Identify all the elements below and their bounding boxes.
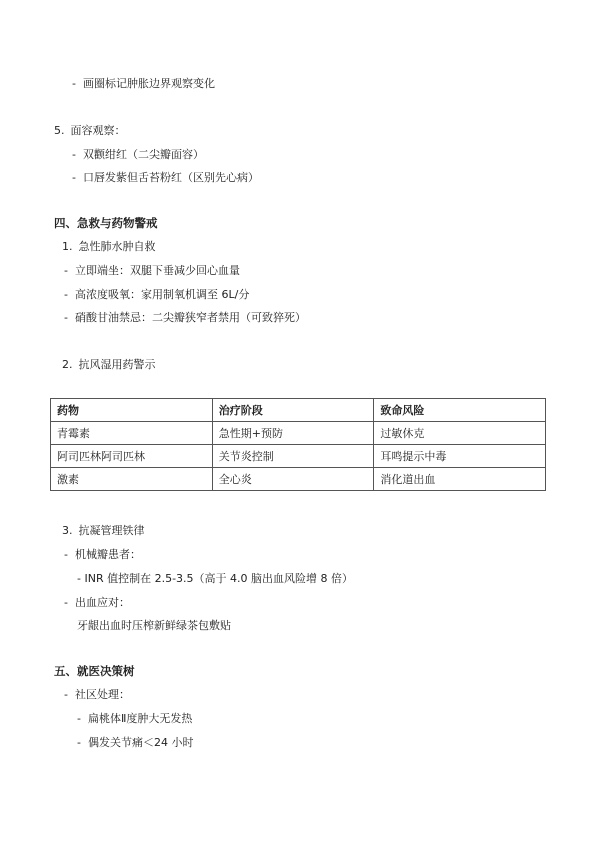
table-cell: 急性期+预防: [212, 422, 374, 445]
bullet-sit-upright: [64, 264, 240, 278]
sub-bullet-inr: - INR 值控制在 2.5-3.5（高于 4.0 脑出血风险增 8 倍）: [77, 572, 354, 585]
bullet-text: 立即端坐：双腿下垂减少回心血量: [74, 264, 240, 277]
bullet-dash: -: [77, 736, 81, 749]
table-cell: 阿司匹林阿司匹林: [51, 445, 213, 468]
item-anticoagulation: [62, 524, 145, 538]
bullet-lip-cyanosis: [72, 171, 259, 185]
item-number: 5.: [54, 124, 65, 137]
item-number: 3.: [62, 524, 73, 537]
bullet-dash: -: [64, 688, 68, 701]
table-cell: 耳鸣提示中毒: [374, 445, 546, 468]
bullet-boundary-marking: [72, 77, 215, 91]
bullet-dash: -: [64, 288, 68, 301]
bullet-cheek-flush: [72, 148, 204, 162]
bullet-community-care: [64, 688, 130, 702]
item-facial-observation: [54, 124, 126, 138]
header-drug: 药物: [51, 399, 213, 422]
table-cell: 消化道出血: [374, 468, 546, 491]
bullet-dash: -: [64, 311, 68, 324]
table-row: [51, 468, 546, 491]
bullet-nitroglycerin: [64, 311, 306, 325]
bullet-text: 偶发关节痛＜24 小时: [87, 736, 194, 749]
table-cell: 全心炎: [212, 468, 374, 491]
item-text: 抗风湿用药警示: [78, 358, 156, 371]
bullet-text: 画圈标记肿胀边界观察变化: [82, 77, 215, 90]
medication-warning-table: [50, 398, 546, 491]
bullet-text: 出血应对：: [74, 596, 130, 609]
table-row: [51, 422, 546, 445]
item-number: 1.: [62, 240, 73, 253]
bullet-text: 口唇发紫但舌苔粉红（区别先心病）: [82, 171, 259, 184]
bullet-text: 机械瓣患者：: [74, 548, 141, 561]
item-pulmonary-edema: [62, 240, 156, 254]
bullet-text: 扁桃体Ⅱ度肿大无发热: [87, 712, 193, 725]
table-cell: 关节炎控制: [212, 445, 374, 468]
item-text: 抗凝管理铁律: [78, 524, 145, 537]
bullet-dash: -: [64, 264, 68, 277]
bullet-text: 高浓度吸氧：家用制氧机调至 6L/分: [74, 288, 250, 301]
bullet-dash: -: [64, 596, 68, 609]
bullet-text: 硝酸甘油禁忌：二尖瓣狭窄者禁用（可致猝死）: [74, 311, 306, 324]
table-row: [51, 445, 546, 468]
section-heading-decision-tree: 五、就医决策树: [54, 664, 135, 678]
sub-text-gum-bleeding: 牙龈出血时压榨新鲜绿茶包敷贴: [77, 619, 231, 632]
header-stage: 治疗阶段: [212, 399, 374, 422]
sub-bullet-tonsil: [77, 712, 192, 726]
bullet-dash: -: [64, 548, 68, 561]
item-antirheumatic: [62, 358, 156, 372]
header-risk: 致命风险: [374, 399, 546, 422]
table-cell: 激素: [51, 468, 213, 491]
item-text: 急性肺水肿自救: [78, 240, 156, 253]
bullet-text: 社区处理：: [74, 688, 130, 701]
sub-bullet-joint-pain: [77, 736, 193, 750]
bullet-bleeding: [64, 596, 130, 610]
table-header-row: [51, 399, 546, 422]
bullet-dash: -: [72, 77, 76, 90]
bullet-mechanical-valve: [64, 548, 141, 562]
section-heading-emergency: 四、急救与药物警戒: [54, 216, 158, 230]
item-number: 2.: [62, 358, 73, 371]
bullet-dash: -: [77, 712, 81, 725]
bullet-oxygen: [64, 288, 249, 302]
table-cell: 过敏休克: [374, 422, 546, 445]
table-cell: 青霉素: [51, 422, 213, 445]
bullet-dash: -: [72, 171, 76, 184]
bullet-dash: -: [72, 148, 76, 161]
bullet-text: 双颧绀红（二尖瓣面容）: [82, 148, 204, 161]
item-text: 面容观察：: [70, 124, 126, 137]
